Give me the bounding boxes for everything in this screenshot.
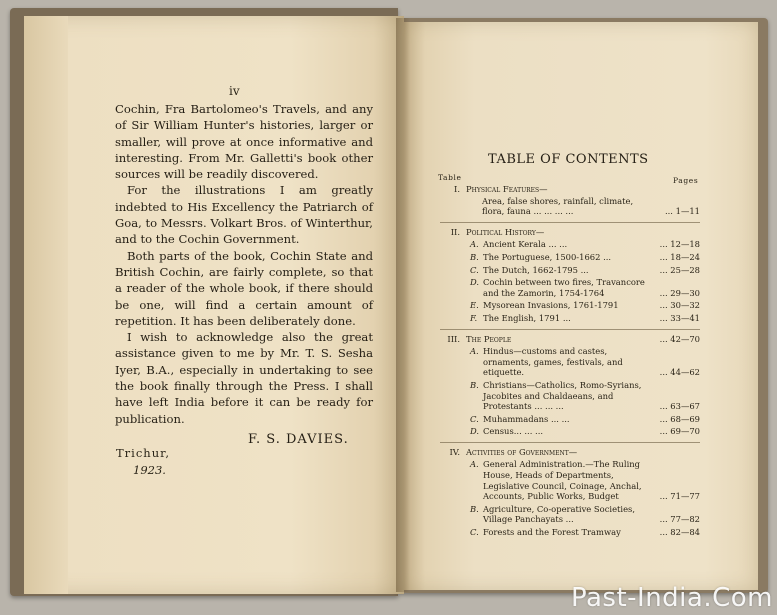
toc-section-title: Physical Features— (466, 184, 548, 194)
toc-entry-text: Ancient Kerala ... ... (483, 239, 568, 250)
toc-entry-text: Census... ... ... (483, 426, 544, 437)
toc-entry-text: Christians—Catholics, Romo-Syrians, Jacobites and Chaldaeans, and Protestants ... ... ... (483, 379, 642, 412)
toc-entry (440, 313, 700, 324)
toc-entry-pages: ... 30—32 (659, 300, 700, 311)
toc-entry (440, 265, 700, 276)
toc-entry-pages: ... 69—70 (659, 426, 700, 437)
toc-entry-text: Mysorean Invasions, 1761-1791 (483, 300, 619, 311)
toc-section-number: IV. (449, 446, 460, 457)
toc-section-heading (440, 334, 700, 345)
preface-text (115, 101, 373, 427)
toc-entry-pages: ... 18—24 (659, 251, 700, 262)
toc-entry (440, 196, 700, 217)
toc-entry-letter: C. (470, 413, 479, 424)
toc-entry-text: Cochin between two fires, Travancore and the Zamorin, 1754-1764 (483, 277, 645, 298)
toc-entry-text: Area, false shores, rainfall, climate, flora, fauna ... ... ... ... (482, 195, 634, 217)
toc-entry (440, 426, 700, 437)
toc-title: TABLE OF CONTENTS (488, 152, 649, 167)
toc-entry-pages: ... 77—82 (659, 514, 700, 525)
toc-entry (440, 300, 700, 311)
toc-section-heading (440, 227, 700, 238)
toc-section-heading (440, 447, 700, 458)
toc-entry (440, 346, 700, 378)
toc-entry (440, 504, 700, 525)
toc-entry-letter: B. (470, 379, 479, 390)
toc-divider (440, 329, 700, 330)
page-number: iv (229, 84, 240, 98)
year-line: 1923. (133, 463, 166, 477)
toc-entry-letter: D. (470, 426, 480, 437)
toc-entry-pages: ... 12—18 (659, 239, 700, 250)
toc-entry-letter: D. (470, 277, 480, 288)
toc-section-title: The People (466, 333, 512, 344)
toc-entry-text: The Portuguese, 1500-1662 ... (483, 251, 612, 262)
toc-section-heading (440, 184, 700, 195)
toc-entry-text: Agriculture, Co-operative Societies, Village Panchayats ... (483, 503, 635, 525)
toc-entry-text: Hindus—customs and castes, ornaments, games, festivals, and etiquette. (483, 346, 623, 378)
toc-divider (440, 222, 700, 223)
toc-entry-letter: C. (470, 527, 479, 538)
toc-section (440, 184, 700, 217)
toc-section (440, 447, 700, 538)
toc-entry-pages: ... 82—84 (659, 527, 700, 538)
toc-entry-pages: ... 29—30 (659, 287, 700, 298)
toc-section-number: II. (450, 226, 460, 237)
toc-entry-letter: A. (470, 239, 479, 250)
toc-entry-text: Forests and the Forest Tramway (483, 527, 621, 538)
toc-entry (440, 459, 700, 501)
toc-entry-letter: B. (470, 251, 479, 262)
preface-paragraph: Cochin, Fra Bartolomeo's Travels, and any of Sir William Hunter's histories, larger or smaller, will prove at once informative and interesting. From Mr. Galletti's book other sources will be readily discovered. (115, 102, 373, 182)
toc-section-number: I. (454, 184, 460, 194)
toc-entry-pages: ... 33—41 (659, 312, 700, 323)
toc-entry (440, 239, 700, 250)
place-line: Trichur, (116, 446, 170, 460)
book-gutter (396, 18, 410, 592)
toc-divider (440, 442, 700, 443)
toc-entry (440, 252, 700, 263)
toc-entry-letter: C. (470, 264, 479, 275)
toc-section (440, 334, 700, 437)
author-signature: F. S. DAVIES. (248, 432, 349, 447)
toc-entry (440, 414, 700, 425)
toc-section-pages: ... 42—70 (659, 333, 700, 344)
toc-column-pages: Pages (673, 176, 699, 185)
toc-entry-pages: ... 63—67 (659, 401, 700, 412)
toc-section (440, 227, 700, 324)
toc-section-number: III. (447, 333, 460, 344)
toc-section-title: Activities of Government— (466, 446, 578, 457)
preface-paragraph: For the illustrations I am greatly indebted to His Excellency the Patriarch of Goa, to Messrs. Volkart Bros. of Winterthur, and to the Cochin Government. (115, 183, 373, 247)
toc-entry (440, 527, 700, 538)
toc-entry-text: General Administration.—The Ruling House, Heads of Departments, Legislative Council, Coinage, Anchal, Accounts, Public Works, Budget (483, 459, 642, 502)
toc-entry-letter: B. (470, 503, 479, 514)
toc-entry (440, 380, 700, 412)
toc-entry-text: The Dutch, 1662-1795 ... (483, 264, 589, 275)
toc-entry-text: The English, 1791 ... (483, 312, 571, 323)
toc-list (440, 180, 700, 538)
toc-entry-letter: A. (470, 459, 479, 470)
toc-entry-pages: ... 25—28 (659, 264, 700, 275)
toc-entry-pages: ... 44—62 (659, 367, 700, 378)
toc-entry-pages: ... 1—11 (664, 206, 700, 217)
preface-paragraph: Both parts of the book, Cochin State and British Cochin, are fairly complete, so that a reader of the whole book, if there should be one, will find a certain amount of repetition. It has been deliberately done. (115, 248, 373, 328)
toc-entry-letter: E. (470, 300, 479, 311)
toc-entry-letter: A. (470, 346, 479, 357)
toc-section-title: Political History— (466, 226, 545, 237)
toc-entry (440, 277, 700, 298)
toc-column-table: Table (438, 173, 462, 182)
preface-paragraph: I wish to acknowledge also the great assistance given to me by Mr. T. S. Sesha Iyer, B.A., especially in undertaking to see the book finally through the Press. I shall have left India before it can be ready for publication. (115, 330, 373, 426)
toc-entry-letter: F. (470, 312, 478, 323)
toc-entry-pages: ... 68—69 (659, 413, 700, 424)
site-watermark: Past-India.Com (570, 583, 773, 613)
toc-entry-text: Muhammadans ... ... (483, 413, 570, 424)
toc-entry-pages: ... 71—77 (659, 491, 700, 502)
left-page-edge (24, 16, 68, 594)
